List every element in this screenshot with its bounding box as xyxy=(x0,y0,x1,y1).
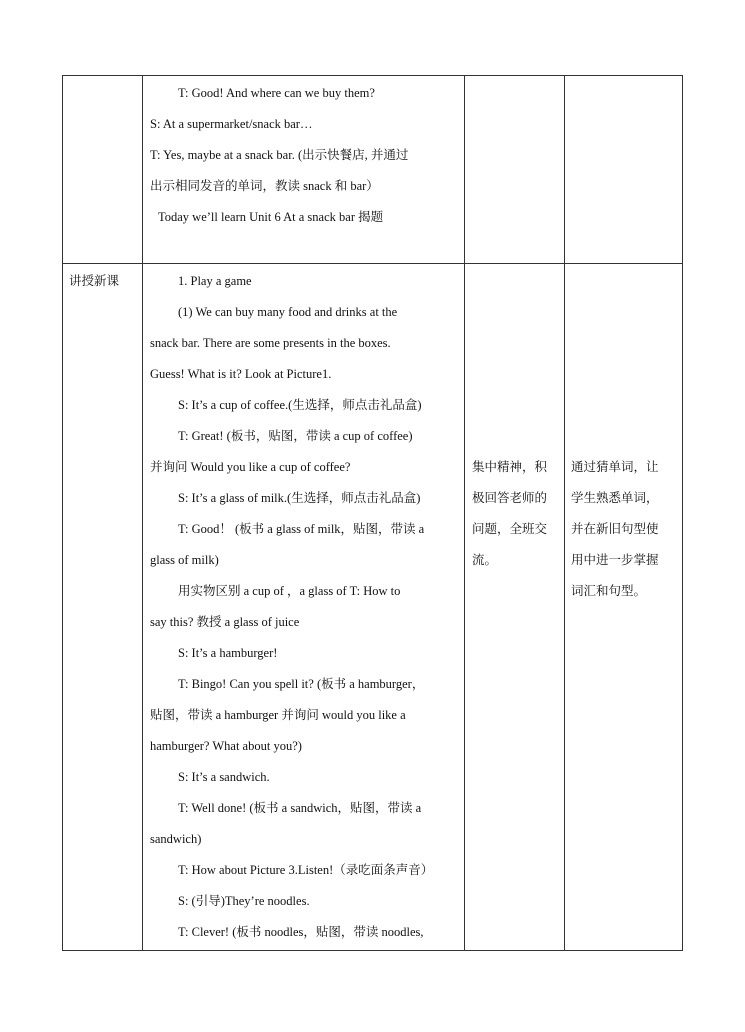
text-line: 出示相同发音的单词，教读 snack 和 bar） xyxy=(150,179,379,193)
stage-label xyxy=(63,76,142,78)
text-line: S: (引导)They’re noodles. xyxy=(178,894,310,908)
text-line: 集中精神，积 xyxy=(472,460,548,474)
text-line: say this? 教授 a glass of juice xyxy=(150,615,300,629)
stage-cell xyxy=(63,264,143,951)
text-line: S: It’s a cup of coffee.(生选择，师点击礼品盒) xyxy=(178,398,422,412)
text-line: T: Good！ (板书 a glass of milk，贴图，带读 a xyxy=(178,522,425,536)
student-activity-text xyxy=(465,264,564,576)
teaching-process-text xyxy=(143,264,464,948)
text-line: T: Bingo! Can you spell it? (板书 a hamburger， xyxy=(178,677,425,691)
table-row xyxy=(63,264,683,951)
student-activity-cell xyxy=(465,76,565,264)
text-line: Today we’ll learn Unit 6 At a snack bar 揭题 xyxy=(158,210,384,224)
text-line: T: Yes, maybe at a snack bar. (出示快餐店, 并通过 xyxy=(150,148,409,162)
teaching-process-cell xyxy=(143,264,465,951)
stage-cell xyxy=(63,76,143,264)
text-line: 1. Play a game xyxy=(178,274,252,288)
text-line: T: How about Picture 3.Listen!（录吃面条声音） xyxy=(178,863,434,877)
text-line: 用中进一步掌握 xyxy=(571,553,659,567)
text-line: Guess! What is it? Look at Picture1. xyxy=(150,367,332,381)
text-line: 通过猜单词，让 xyxy=(571,460,659,474)
design-purpose-cell xyxy=(565,76,683,264)
text-line: snack bar. There are some presents in the boxes. xyxy=(150,336,391,350)
text-line: hamburger? What about you?) xyxy=(150,739,302,753)
text-line: 并在新旧句型使 xyxy=(571,522,659,536)
text-line: S: It’s a hamburger! xyxy=(178,646,278,660)
text-line: T: Well done! (板书 a sandwich，贴图，带读 a xyxy=(178,801,422,815)
lesson-plan-table xyxy=(62,75,683,951)
text-line: S: It’s a glass of milk.(生选择，师点击礼品盒) xyxy=(178,491,421,505)
text-line: (1) We can buy many food and drinks at the xyxy=(178,305,398,319)
text-line: 学生熟悉单词， xyxy=(571,491,659,505)
text-line: S: It’s a sandwich. xyxy=(178,770,270,784)
text-line: 词汇和句型。 xyxy=(571,584,647,598)
text-line: 流。 xyxy=(472,553,498,567)
text-line: S: At a supermarket/snack bar… xyxy=(150,117,313,131)
teaching-process-cell xyxy=(143,76,465,264)
teaching-process-text xyxy=(143,76,464,233)
design-purpose-text xyxy=(565,264,682,607)
text-line: 贴图，带读 a hamburger 并询问 would you like a xyxy=(150,708,406,722)
text-line: 问题，全班交 xyxy=(472,522,548,536)
text-line: T: Clever! (板书 noodles，贴图，带读 noodles, xyxy=(178,925,424,939)
design-purpose-cell xyxy=(565,264,683,951)
table-row xyxy=(63,76,683,264)
text-line: sandwich) xyxy=(150,832,202,846)
text-line: T: Good! And where can we buy them? xyxy=(178,86,375,100)
text-line: glass of milk) xyxy=(150,553,219,567)
text-line: 并询问 Would you like a cup of coffee? xyxy=(150,460,351,474)
text-line: 用实物区别 a cup of ，a glass of T: How to xyxy=(178,584,401,598)
stage-label: 讲授新课 xyxy=(69,274,120,288)
text-line: 极回答老师的 xyxy=(472,491,548,505)
text-line: T: Great! (板书，贴图，带读 a cup of coffee) xyxy=(178,429,413,443)
student-activity-cell xyxy=(465,264,565,951)
